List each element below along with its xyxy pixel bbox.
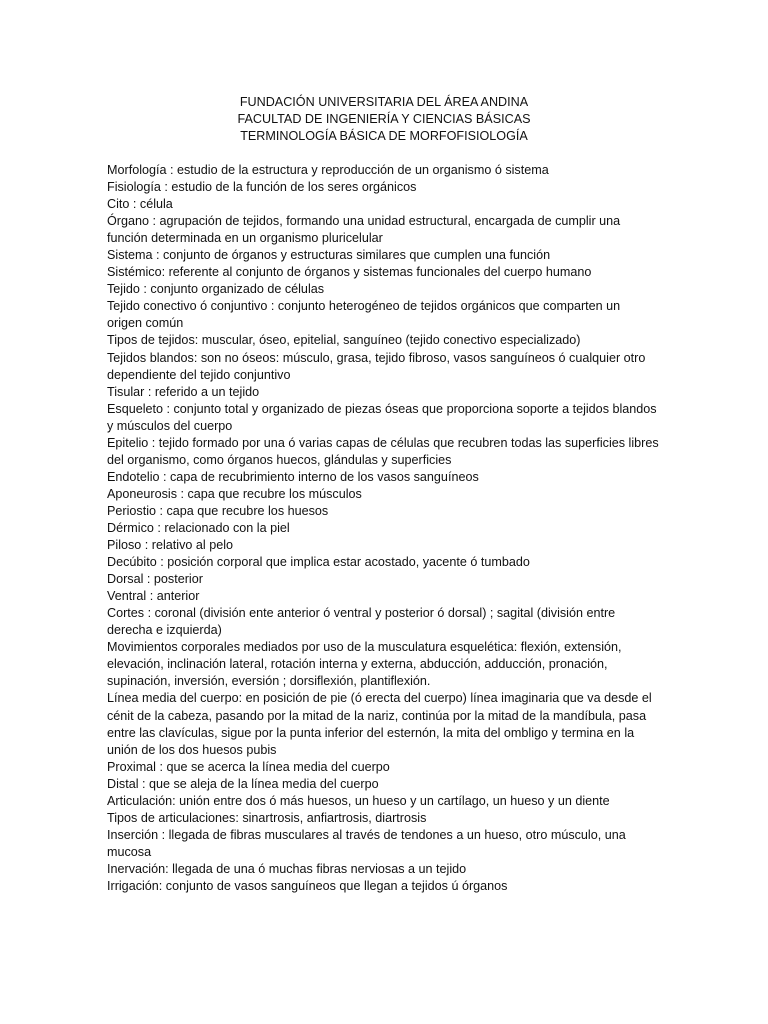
text-line: Distal : que se aleja de la línea media del cuerpo (107, 776, 379, 791)
text-line: Ventral : anterior (107, 589, 200, 604)
institution-title: FUNDACIÓN UNIVERSITARIA DEL ÁREA ANDINA (239, 95, 529, 109)
text-line: Fisiología : estudio de la función de los seres orgánicos (107, 180, 417, 195)
text-line: Tejido : conjunto organizado de células (107, 282, 325, 297)
text-line: Inserción : llegada de fibras musculares al través de tendones a un hueso, otro músculo, una (107, 827, 626, 842)
text-line: Morfología : estudio de la estructura y reproducción de un organismo ó sistema (107, 163, 549, 177)
text-line: cénit de la cabeza, pasando por la mitad de la nariz, continúa por la mitad de la mandíbula, pasa (107, 708, 647, 723)
text-line: Decúbito : posición corporal que implica estar acostado, yacente ó tumbado (107, 555, 530, 570)
text-line: Tejido conectivo ó conjuntivo : conjunto heterogéneo de tejidos orgánicos que comparten un (107, 299, 621, 314)
text-line: Dorsal : posterior (107, 572, 203, 587)
text-line: Esqueleto : conjunto total y organizado de piezas óseas que proporciona soporte a tejidos blandos (107, 401, 657, 416)
text-line: elevación, inclinación lateral, rotación interna y externa, abducción, adducción, pronación, (107, 657, 608, 672)
text-line: Cito : célula (107, 197, 173, 212)
text-line: Inervación: llegada de una ó muchas fibras nerviosas a un tejido (107, 861, 467, 876)
text-line: Irrigación: conjunto de vasos sanguíneos que llegan a tejidos ú órganos (107, 878, 508, 893)
text-line: Sistémico: referente al conjunto de órganos y sistemas funcionales del cuerpo humano (107, 265, 592, 280)
text-line: Proximal : que se acerca la línea media del cuerpo (107, 759, 390, 774)
text-line: Epitelio : tejido formado por una ó varias capas de células que recubren todas las superficies libres (107, 435, 659, 450)
text-line: Tisular : referido a un tejido (107, 384, 260, 399)
text-line: Movimientos corporales mediados por uso de la musculatura esquelética: flexión, extensión, (107, 640, 622, 655)
text-line: entre las clavículas, sigue por la punta inferior del esternón, la mita del ombligo y termina en la (107, 725, 635, 740)
text-line: derecha e izquierda) (107, 623, 222, 638)
text-line: origen común (107, 316, 184, 331)
text-line: del organismo, como órganos huecos, glándulas y superficies (107, 452, 452, 467)
text-line: unión de los dos huesos pubis (107, 742, 277, 757)
text-line: Tejidos blandos: son no óseos: músculo, grasa, tejido fibroso, vasos sanguíneos ó cualquier otro (107, 350, 646, 365)
text-line: Órgano : agrupación de tejidos, formando una unidad estructural, encargada de cumplir una (107, 214, 621, 229)
text-line: función determinada en un organismo pluricelular (107, 231, 383, 246)
text-line: Tipos de tejidos: muscular, óseo, epitelial, sanguíneo (tejido conectivo especializado) (107, 333, 581, 348)
text-line: Periostio : capa que recubre los huesos (107, 503, 329, 518)
document-title: TERMINOLOGÍA BÁSICA DE MORFOFISIOLOGÍA (240, 129, 528, 143)
text-line: Línea media del cuerpo: en posición de pie (ó erecta del cuerpo) línea imaginaria que va desde el (107, 691, 652, 706)
text-line: y músculos del cuerpo (107, 418, 233, 433)
text-line: Endotelio : capa de recubrimiento interno de los vasos sanguíneos (107, 469, 479, 484)
document-header (0, 94, 768, 145)
terminology-list (107, 162, 667, 895)
text-line: mucosa (107, 844, 152, 859)
text-line: Piloso : relativo al pelo (107, 538, 234, 553)
faculty-title: FACULTAD DE INGENIERÍA Y CIENCIAS BÁSICAS (237, 112, 531, 126)
text-line: Dérmico : relacionado con la piel (107, 520, 290, 535)
text-line: dependiente del tejido conjuntivo (107, 367, 291, 382)
text-line: Aponeurosis : capa que recubre los músculos (107, 486, 362, 501)
text-line: Sistema : conjunto de órganos y estructuras similares que cumplen una función (107, 248, 551, 263)
text-line: supinación, inversión, eversión ; dorsiflexión, plantiflexión. (107, 674, 431, 689)
text-line: Tipos de articulaciones: sinartrosis, anfiartrosis, diartrosis (107, 810, 427, 825)
text-line: Articulación: unión entre dos ó más huesos, un hueso y un cartílago, un hueso y un diente (107, 793, 610, 808)
text-line: Cortes : coronal (división ente anterior ó ventral y posterior ó dorsal) ; sagital (división entre (107, 606, 616, 621)
